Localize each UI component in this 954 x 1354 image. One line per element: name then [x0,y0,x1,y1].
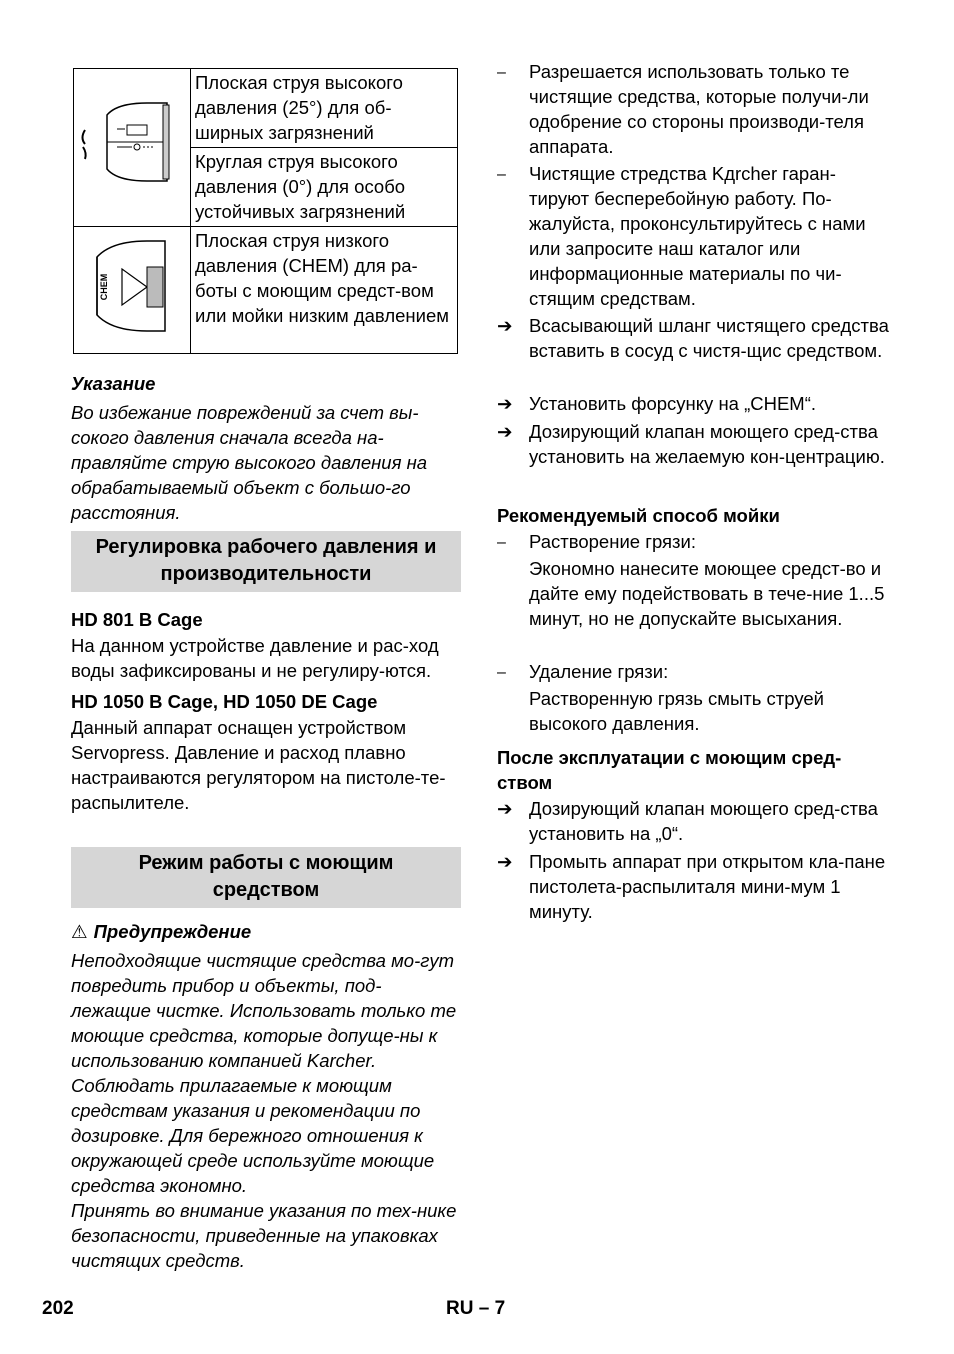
pressure-section-heading: Регулировка рабочего давления и производительности [71,531,461,592]
nozzle-flat-high-text: Плоская струя высокого давления (25°) для об-ширных загрязнений [191,69,458,148]
nozzle-high-pressure-cell [74,69,191,227]
dash-marker: – [497,664,506,681]
note-title: Указание [71,373,156,394]
arrow-right-icon: ➔ [497,315,513,336]
step1-text: Экономно нанесите моющее средст-во и дайте ему подействовать в тече-ние 1...5 минут, но не допускайте высыхания. [529,558,885,629]
nozzle-chem-cell [74,227,191,354]
note-text: Во избежание повреждений за счет вы-сокого давления сначала всегда на-правляйте струю высокого давления на обрабатываемый объект с большо-го расстояния. [71,402,428,523]
nozzle-table [73,68,458,354]
hd1050-text: Данный аппарат оснащен устройством Servopress. Давление и расход плавно настраиваются регулятором на пистоле-те-распылителе. [71,717,446,813]
chem-label: CHEM [99,273,109,301]
step2-text: Растворенную грязь смыть струей высокого давления. [529,688,825,734]
detergent-section-heading: Режим работы с моющим средством [71,847,461,908]
nozzle-round-high-text: Круглая струя высокого давления (0°) для особо устойчивых загрязнений [191,148,458,227]
list-item: ➔ Промыть аппарат при открытом кла-пане пистолета-распылиталя мини-мум 1 минуту. [497,851,886,922]
dash-marker: – [497,64,506,81]
warning-icon: ⚠ [71,921,88,942]
warning-title: Предупреждение [93,921,252,942]
list-item: ➔ Установить форсунку на „CHEM“. [497,393,817,414]
arrow-right-icon: ➔ [497,421,513,442]
list-item: – Растворение грязи: [497,529,889,554]
dash-marker: – [497,534,506,551]
pressure-section [71,607,461,815]
list-item: – Чистящие стредства Kдrcher гаран-тируют бесперебойную работу. По-жалуйста, проконсультируйтесь с нами или запросите наш каталог или информационные материалы по чи-стящим средствам. [497,163,866,309]
after-use-title: После эксплуатации с моющим сред-ством [497,747,842,793]
list-item: ➔ Всасывающий шланг чистящего средства вставить в сосуд с чистя-щис средством. [497,315,889,361]
warning-block [71,919,461,1273]
arrow-right-icon: ➔ [497,851,513,872]
list-item: – Удаление грязи: [497,659,889,684]
nozzle-chem-icon [77,227,187,347]
list-item: ➔ Дозирующий клапан моющего сред-ства установить на „0“. [497,798,878,844]
hd1050-title: HD 1050 B Cage, HD 1050 DE Cage [71,691,378,712]
list-item: ➔ Дозирующий клапан моющего сред-ства установить на желаемую кон-центрацию. [497,421,885,467]
note-block [71,371,461,525]
dash-marker: – [497,166,506,183]
page-number: 202 [42,1298,74,1319]
list-item: – Разрешается использовать только те чистящие средства, которые получи-ли одобрение со стороны производи-теля аппарата. [497,61,869,157]
arrow-right-icon: ➔ [497,798,513,819]
hd801-title: HD 801 B Cage [71,609,203,630]
warning-text-2: Принять во внимание указания по тех-нике безопасности, приведенные на упаковках чистящих средств. [71,1200,457,1271]
warning-text-1: Неподходящие чистящие средства мо-гут повредить прибор и объекты, под-лежащие чистке. Использовать только те моющие средства, которые допуще-ны к использованию компанией Karcher. Соблюдать прилагаемые к моющим средствам указания и рекомендации по дозировке. Для бережного отношения к окружающей среде используйте моющие средства экономно. [71,950,457,1196]
recommended-title: Рекомендуемый способ мойки [497,505,780,526]
hd801-text: На данном устройстве давление и рас-ход воды зафиксированы и не регулиру-ются. [71,635,439,681]
nozzle-high-pressure-icon [77,85,187,205]
section-label: RU – 7 [446,1298,506,1319]
nozzle-chem-text: Плоская струя низкого давления (CHEM) для ра-боты с моющим средст-вом или мойки низким давлением [191,227,458,354]
arrow-right-icon: ➔ [497,393,513,414]
